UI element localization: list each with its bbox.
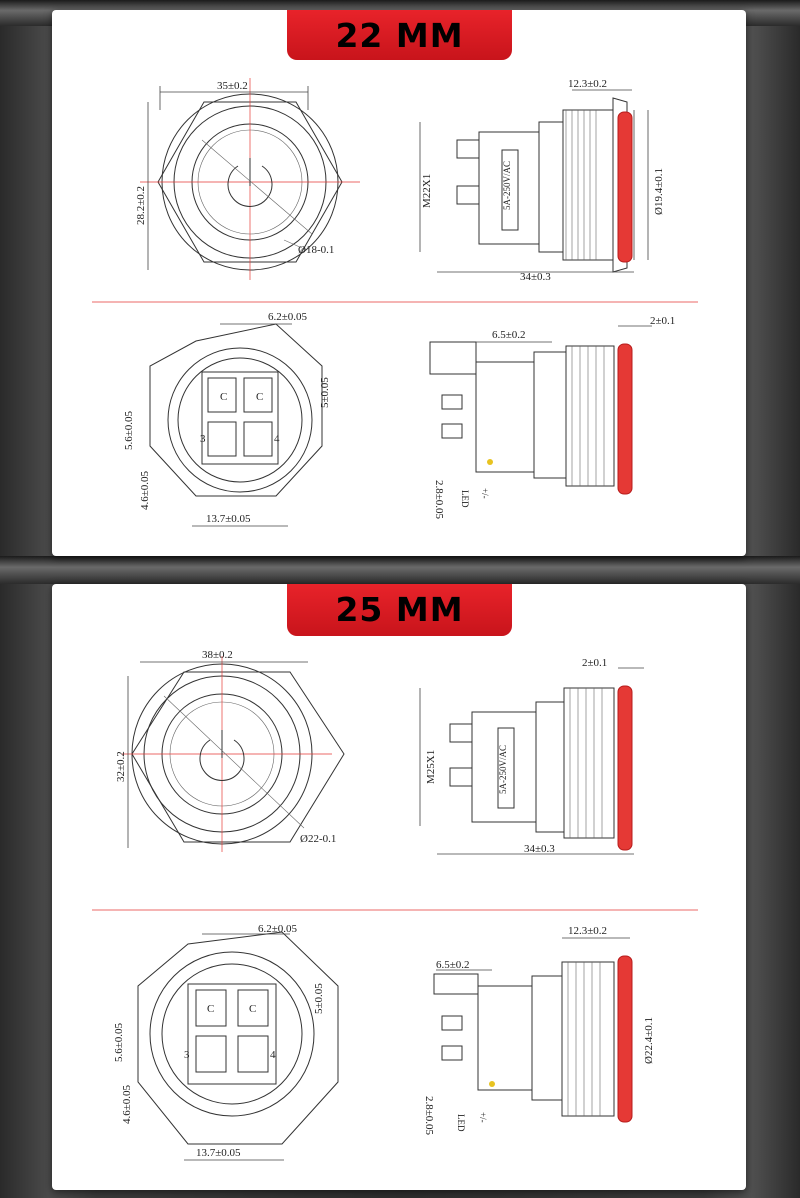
- back-pitch-label: 6.2±0.05: [268, 311, 308, 323]
- side2-note-label: +/-: [480, 488, 490, 499]
- side-head-label: Ø19.4±0.1: [653, 168, 665, 215]
- side2-lead-label: LED: [460, 490, 470, 508]
- back-v1-label: 5.6±0.05: [123, 410, 135, 450]
- terminal-label-2: C: [249, 1003, 257, 1015]
- side-view: [420, 657, 644, 855]
- side2-top-label: 6.5±0.2: [492, 329, 526, 341]
- front-view: [135, 78, 360, 280]
- terminal-label-1: C: [207, 1003, 215, 1015]
- back-v2-label: 4.6±0.05: [139, 470, 151, 510]
- front-dia-label: Ø22-0.1: [300, 833, 337, 845]
- front-width-label: 35±0.2: [217, 80, 248, 92]
- terminal-label-3: 3: [184, 1049, 190, 1061]
- front-height-label: 32±0.2: [115, 751, 127, 782]
- front-dia-label: Ø18-0.1: [298, 244, 335, 256]
- terminal-label-4: 4: [270, 1049, 276, 1061]
- back-v2-label: 4.6±0.05: [121, 1084, 133, 1124]
- terminal-label-1: C: [220, 391, 228, 403]
- front-width-label: 38±0.2: [202, 649, 233, 661]
- side-thread-label: M25X1: [425, 749, 437, 784]
- diagram-25mm: [52, 584, 746, 1190]
- side2-pin-label: 2.8±0.05: [423, 1096, 435, 1136]
- side2-cap-label: 12.3±0.2: [568, 925, 608, 937]
- side-length-label: 34±0.3: [520, 271, 551, 283]
- side-rating-label: 5A-250V/AC: [502, 161, 512, 210]
- side2-pin-label: 2.8±0.05: [433, 480, 445, 520]
- front-height-label: 28.2±0.2: [135, 185, 147, 225]
- back-right-label: 5±0.05: [313, 983, 325, 1014]
- side2-head-label: Ø22.4±0.1: [643, 1017, 655, 1064]
- side2-top-label: 6.5±0.2: [436, 959, 470, 971]
- back-view: [123, 311, 331, 526]
- side-rating-label: 5A-250V/AC: [498, 745, 508, 794]
- side-length-label: 34±0.3: [524, 843, 555, 855]
- size-label: 25 MM: [287, 584, 512, 636]
- side-thread-label: M22X1: [421, 173, 433, 208]
- back-v1-label: 5.6±0.05: [113, 1022, 125, 1062]
- side2-cap-label: 2±0.1: [650, 315, 676, 327]
- panel-22mm: [52, 10, 746, 556]
- back-bottom-label: 13.7±0.05: [206, 513, 251, 525]
- diagram-22mm: [52, 10, 746, 556]
- size-label: 22 MM: [287, 10, 512, 60]
- back-view: [113, 923, 338, 1160]
- side-view-2: [430, 315, 675, 520]
- panel-25mm: [52, 584, 746, 1190]
- side2-note-label: +/-: [478, 1112, 488, 1123]
- back-bottom-label: 13.7±0.05: [196, 1147, 241, 1159]
- side2-lead-label: LED: [456, 1114, 466, 1132]
- back-pitch-label: 6.2±0.05: [258, 923, 298, 935]
- terminal-label-2: C: [256, 391, 264, 403]
- terminal-label-4: 4: [274, 433, 280, 445]
- back-right-label: 5±0.05: [319, 377, 331, 408]
- side-depth-label: 12.3±0.2: [568, 78, 608, 90]
- front-view: [115, 649, 344, 852]
- terminal-label-3: 3: [200, 433, 206, 445]
- side-view: [420, 78, 665, 283]
- middle-stripe: [0, 556, 800, 584]
- side-view-2: [423, 925, 655, 1136]
- side-depth-label: 2±0.1: [582, 657, 608, 669]
